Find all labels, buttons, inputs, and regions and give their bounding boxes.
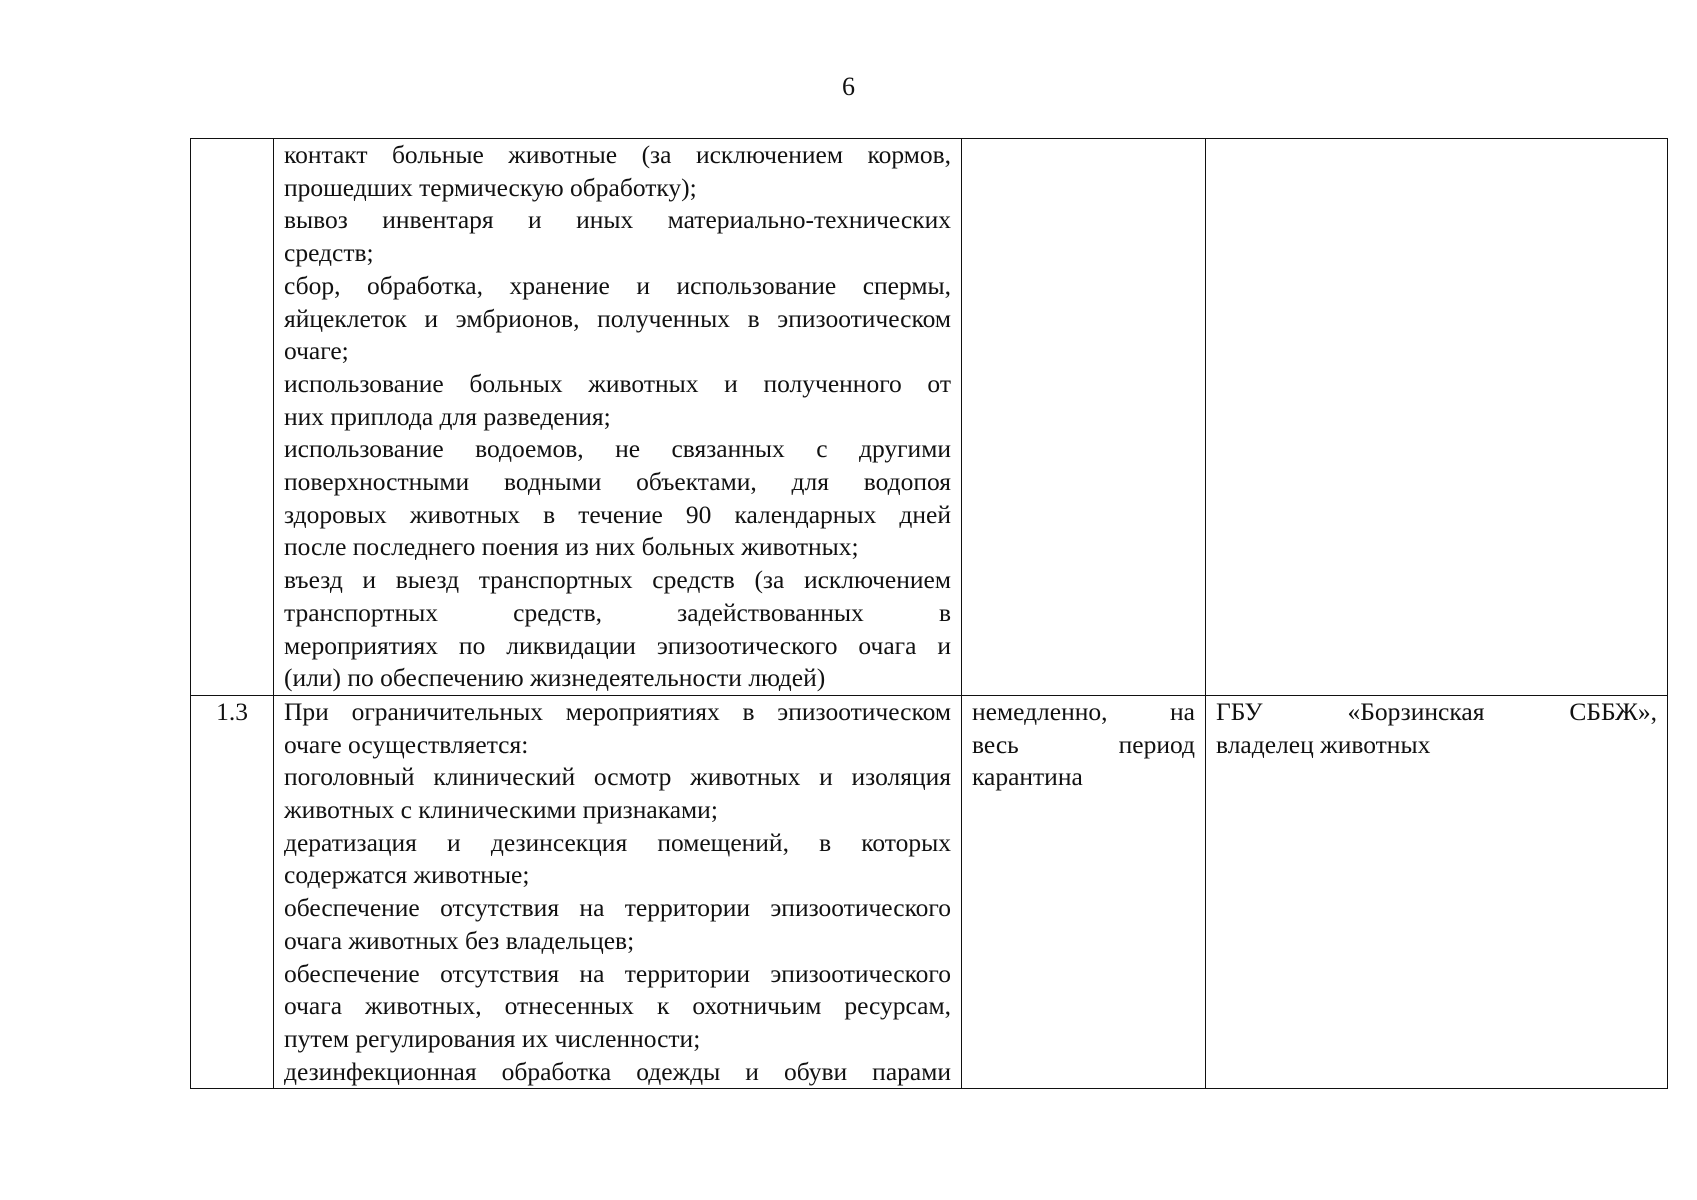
- measure-text-line: обеспечение отсутствия на территории эпизоотического: [284, 893, 951, 923]
- term-text-line: весь период: [972, 729, 1195, 759]
- table-row: [191, 695, 1668, 1088]
- measure-text-line: дезинфекционная обработка одежды и обуви парами: [284, 1056, 951, 1086]
- measure-text-line: очага животных, отнесенных к охотничьим ресурсам,: [284, 991, 951, 1021]
- measure-text-line: поголовный клинический осмотр животных и изоляция: [284, 762, 951, 792]
- measure-text-line: яйцеклеток и эмбрионов, полученных в эпизоотическом: [284, 303, 951, 333]
- measure-text-line: вывоз инвентаря и иных материально-технических: [284, 205, 951, 235]
- responsible-text-line: владелец животных: [1216, 729, 1431, 759]
- measure-text-line: содержатся животные;: [284, 860, 530, 890]
- measure-text-line: очаге;: [284, 336, 349, 366]
- measures-table: [190, 138, 1668, 1089]
- term-text-line: карантина: [972, 762, 1083, 792]
- measure-cell: [274, 695, 962, 1088]
- measure-text-line: них приплода для разведения;: [284, 401, 611, 431]
- page-number: 6: [842, 72, 855, 101]
- measure-text-line: въезд и выезд транспортных средств (за исключением: [284, 565, 951, 595]
- responsible-text-line: ГБУ «Борзинская СББЖ»,: [1216, 696, 1657, 726]
- measure-text-line: дератизация и дезинсекция помещений, в которых: [284, 827, 951, 857]
- row-number-cell: 1.3: [191, 695, 274, 1088]
- responsible-cell: [1206, 695, 1668, 1088]
- measure-text-line: транспортных средств, задействованных в: [284, 597, 951, 627]
- measure-text-line: очаге осуществляется:: [284, 729, 529, 759]
- table-row: [191, 139, 1668, 696]
- measure-text-line: контакт больные животные (за исключением кормов,: [284, 140, 951, 169]
- measure-cell: [274, 139, 962, 696]
- measure-text-line: (или) по обеспечению жизнедеятельности людей): [284, 663, 826, 693]
- measure-text-line: поверхностными водными объектами, для водопоя: [284, 467, 951, 497]
- measure-text-line: здоровых животных в течение 90 календарных дней: [284, 499, 951, 529]
- measure-text-line: животных с клиническими признаками;: [284, 795, 718, 825]
- measure-text-line: мероприятиях по ликвидации эпизоотического очага и: [284, 630, 951, 660]
- term-cell: [962, 695, 1206, 1088]
- measure-text-line: использование больных животных и полученного от: [284, 368, 951, 398]
- measure-text-line: сбор, обработка, хранение и использование спермы,: [284, 270, 951, 300]
- measure-text-line: после последнего поения из них больных животных;: [284, 532, 859, 562]
- measure-text-line: использование водоемов, не связанных с другими: [284, 434, 951, 464]
- measure-text-line: прошедших термическую обработку);: [284, 172, 697, 202]
- measure-text-line: очага животных без владельцев;: [284, 925, 635, 955]
- row-number-cell: [191, 139, 274, 696]
- term-cell: [962, 139, 1206, 696]
- measure-text-line: средств;: [284, 238, 374, 268]
- measure-text-line: путем регулирования их численности;: [284, 1023, 701, 1053]
- measure-text-line: При ограничительных мероприятиях в эпизоотическом: [284, 696, 951, 726]
- measure-text-line: обеспечение отсутствия на территории эпизоотического: [284, 958, 951, 988]
- responsible-cell: [1206, 139, 1668, 696]
- term-text-line: немедленно, на: [972, 696, 1195, 726]
